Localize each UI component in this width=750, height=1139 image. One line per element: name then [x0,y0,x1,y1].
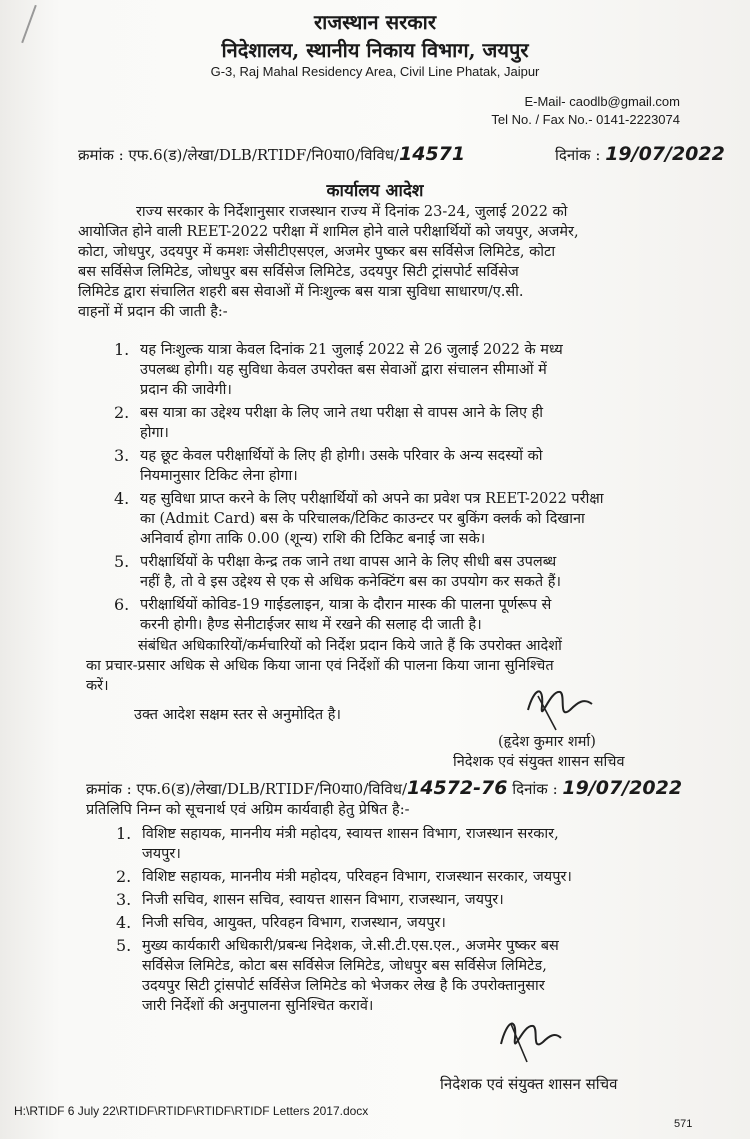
copy-line: निजी सचिव, आयुक्त, परिवहन विभाग, राजस्थान, जयपुर। [142,915,446,931]
approval-text: उक्त आदेश सक्षम स्तर से अनुमोदित है। [134,707,341,723]
point-line: करनी होगी। हैण्ड सेनीटाईजर साथ में रखने की सलाह दी जाती है। [140,617,482,633]
point-item [114,403,695,443]
office-address: G-3, Raj Mahal Residency Area, Civil Line Phatak, Jaipur [210,64,540,79]
copy-item [116,913,692,933]
point-line: यह सुविधा प्राप्त करने के लिए परीक्षार्थियों को अपने का प्रवेश पत्र REET-2022 परीक्षा [140,491,604,507]
date-label: दिनांक : [512,780,558,798]
order-points [114,340,695,638]
point-number: 6. [114,595,130,614]
ref-prefix: क्रमांक : एफ.6(ड)/लेखा/DLB/RTIDF/नि0या0/विविध/ [86,780,407,798]
ref-number-handwritten: 14571 [399,143,466,165]
file-path: H:\RTIDF 6 July 22\RTIDF\RTIDF\RTIDF\RTIDF Letters 2017.docx [14,1104,369,1118]
govt-title: राजस्थान सरकार [313,10,437,34]
copy-number: 3. [116,890,132,909]
point-line: नियमानुसार टिकिट लेना होगा। [140,468,298,484]
copy-line: विशिष्ट सहायक, माननीय मंत्री महोदय, परिवहन विभाग, राजस्थान सरकार, जयपुर। [142,869,572,885]
intro-line: लिमिटेड द्वारा संचालित शहरी बस सेवाओं में निःशुल्क बस यात्रा सुविधा साधारण/ए.सी. [78,284,524,300]
intro-line: आयोजित होने वाली REET-2022 परीक्षा में शामिल होने वाले परीक्षार्थियों को जयपुर, अजमेर, [78,224,579,240]
intro-line: कोटा, जोधपुर, उदयपुर में कमशः जेसीटीएसएल, अजमेर पुष्कर बस सर्विसेज लिमिटेड, कोटा [78,244,556,260]
tel-fax: Tel No. / Fax No.- 0141-2223074 [491,112,680,127]
copy-item [116,824,692,864]
copy-line: मुख्य कार्यकारी अधिकारी/प्रबन्ध निदेशक, जे.सी.टी.एस.एल., अजमेर पुष्कर बस [142,938,559,954]
date-handwritten: 19/07/2022 [605,143,725,165]
ref-prefix: क्रमांक : एफ.6(ड)/लेखा/DLB/RTIDF/नि0या0/विविध/ [78,146,399,164]
copy-number: 5. [116,936,132,955]
intro-line: बस सर्विसेज लिमिटेड, जोधपुर बस सर्विसेज लिमिटेड, उदयपुर सिटी ट्रांसपोर्ट सर्विसेज [78,264,519,280]
signature-1 [520,680,600,740]
ref-number-handwritten: 14572-76 [407,777,508,799]
directive-line: करें। [86,678,109,694]
point-line: परीक्षार्थियों कोविड-19 गाईडलाइन, यात्रा के दौरान मास्क की पालना पूर्णरूप से [140,597,552,613]
point-item [114,340,695,400]
ref-line-1 [78,144,465,165]
point-line: का (Admit Card) बस के परिचालक/टिकिट काउन्टर पर बुकिंग क्लर्क को दिखाना [140,511,585,527]
point-line: होगा। [140,425,169,441]
point-item [114,489,695,549]
order-directive [86,636,696,696]
point-line: यह निःशुल्क यात्रा केवल दिनांक 21 जुलाई 2022 से 26 जुलाई 2022 के मध्य [140,342,563,358]
signatory-designation-2: निदेशक एवं संयुक्त शासन सचिव [440,1075,618,1093]
point-line: प्रदान की जावेगी। [140,382,232,398]
directive-line: का प्रचार-प्रसार अधिक से अधिक किया जाना एवं निर्देशों की पालना किया जाना सुनिश्चित [86,658,554,674]
point-line: बस यात्रा का उद्देश्य परीक्षा के लिए जाने तथा परीक्षा से वापस आने के लिए ही [140,405,544,421]
copy-line: जारी निर्देशों की अनुपालना सुनिश्चित करावें। [142,998,374,1014]
copy-intro: प्रतिलिपि निम्न को सूचनार्थ एवं अग्रिम कार्यवाही हेतु प्रेषित है:- [86,802,410,818]
signature-2 [495,1010,565,1070]
point-item [114,552,695,592]
intro-line: वाहनों में प्रदान की जाती है:- [78,304,228,320]
point-line: परीक्षार्थियों के परीक्षा केन्द्र तक जाने तथा वापस आने के लिए सीधी बस उपलब्ध [140,554,557,570]
point-item [114,595,695,635]
point-number: 4. [114,489,130,508]
point-line: अनिवार्य होगा ताकि 0.00 (शून्य) राशि की टिकिट बनाई जा सके। [140,531,486,547]
copy-line: निजी सचिव, शासन सचिव, स्वायत्त शासन विभाग, राजस्थान, जयपुर। [142,892,504,908]
point-number: 3. [114,446,130,465]
intro-line: राज्य सरकार के निर्देशानुसार राजस्थान राज्य में दिनांक 23-24, जुलाई 2022 को [136,204,568,220]
copy-number: 2. [116,867,132,886]
point-number: 2. [114,403,130,422]
copy-line: विशिष्ट सहायक, माननीय मंत्री महोदय, स्वायत्त शासन विभाग, राजस्थान सरकार, [142,826,559,842]
page-number: 571 [674,1118,693,1130]
ref-date-1 [555,144,725,165]
signature-scribble-icon [520,680,600,740]
copy-line: सर्विसेज लिमिटेड, कोटा बस सर्विसेज लिमिटेड, जोधपुर बस सर्विसेज लिमिटेड, [142,958,547,974]
copy-line: उदयपुर सिटी ट्रांसपोर्ट सर्विसेज लिमिटेड को भेजकर लेख है कि उपरोक्तानुसार [142,978,545,994]
copy-line: जयपुर। [142,846,181,862]
email: E-Mail- caodlb@gmail.com [524,94,680,109]
order-title: कार्यालय आदेश [326,181,424,201]
copy-item [116,890,692,910]
date-handwritten: 19/07/2022 [562,777,683,799]
copy-item [116,867,692,887]
copy-list [116,824,692,1019]
signature-scribble-icon [495,1010,565,1070]
copy-number: 1. [116,824,132,843]
copy-item [116,936,692,1016]
point-line: उपलब्ध होगी। यह सुविधा केवल उपरोक्त बस सेवाओं द्वारा संचालन सीमाओं में [140,362,547,378]
point-item [114,446,695,486]
signatory-name: (हृदेश कुमार शर्मा) [498,734,596,750]
date-label: दिनांक : [555,146,601,164]
directive-line: संबंधित अधिकारियों/कर्मचारियों को निर्देश प्रदान किये जाते हैं कि उपरोक्त आदेशों [138,638,562,654]
copy-number: 4. [116,913,132,932]
point-line: नहीं है, तो वे इस उद्देश्य से एक से अधिक कनेक्टिंग बस का उपयोग कर सकते हैं। [140,574,562,590]
point-number: 5. [114,552,130,571]
order-intro [78,202,678,322]
department-title: निदेशालय, स्थानीय निकाय विभाग, जयपुर [221,38,529,62]
signatory-designation: निदेशक एवं संयुक्त शासन सचिव [453,754,625,770]
point-number: 1. [114,340,130,359]
ref-line-2 [86,778,682,799]
point-line: यह छूट केवल परीक्षार्थियों के लिए ही होगी। उसके परिवार के अन्य सदस्यों को [140,448,543,464]
